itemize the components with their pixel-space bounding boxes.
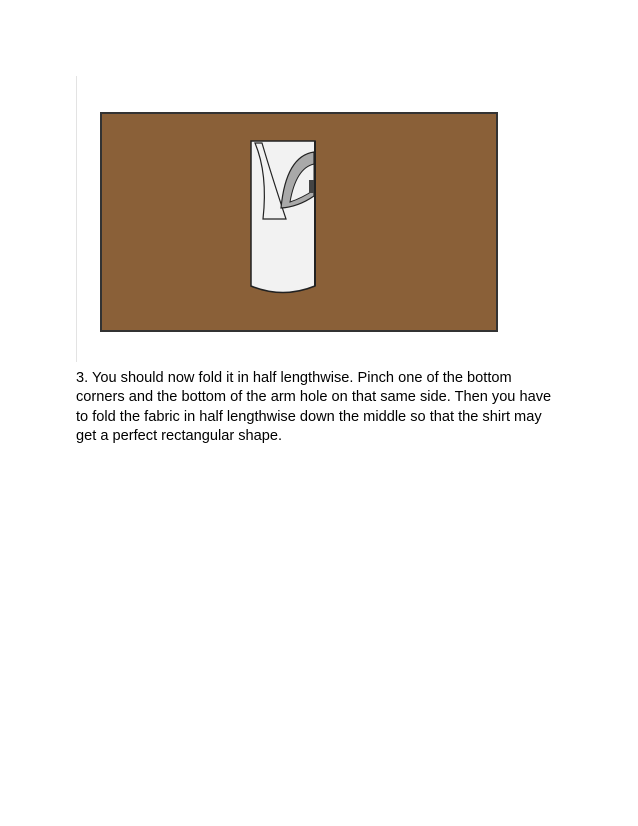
- step-3-instructions: 3. You should now fold it in half lengthwise. Pinch one of the bottom corners and the bottom of the arm hole on that same side. Then you have to fold the fabric in half lengthwise down the middle so that the shirt may get a perfect rectangular shape.: [76, 370, 552, 445]
- folded-shirt-illustration: [100, 112, 498, 332]
- margin-rule: [76, 76, 77, 362]
- illustration-svg: [100, 112, 498, 332]
- folded-shirt: [251, 141, 315, 293]
